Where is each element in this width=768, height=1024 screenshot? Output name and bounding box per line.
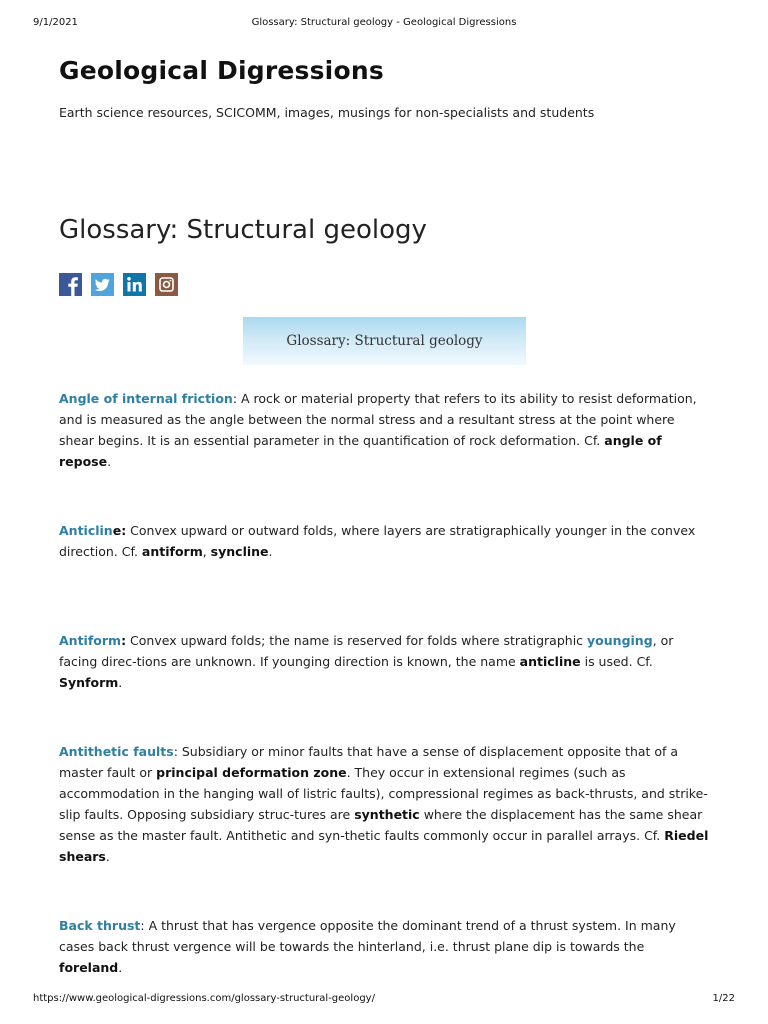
page-number: 1/22 [712, 993, 735, 1004]
site-tagline: Earth science resources, SCICOMM, images, musings for non-specialists and students [59, 105, 595, 120]
page-title: Glossary: Structural geology [59, 215, 427, 245]
cross-reference: synthetic [354, 807, 420, 822]
glossary-term-link[interactable]: Back thrust [59, 918, 141, 933]
site-title[interactable]: Geological Digressions [59, 56, 384, 85]
print-url: https://www.geological-digressions.com/glossary-structural-geology/ [33, 993, 375, 1004]
social-share-bar [59, 273, 178, 296]
cross-reference: anticline [519, 654, 581, 669]
print-date: 9/1/2021 [33, 17, 78, 28]
cross-reference: Synform [59, 675, 119, 690]
print-page-title: Glossary: Structural geology - Geological Digressions [251, 17, 517, 28]
cross-reference: antiform [141, 544, 203, 559]
glossary-term-link[interactable]: Antiform [59, 633, 122, 648]
younging-link[interactable]: younging [587, 633, 653, 648]
glossary-term-link[interactable]: Antithetic faults [59, 744, 174, 759]
cross-reference: foreland [59, 960, 119, 975]
print-footer [33, 993, 735, 1007]
cross-reference: angle of repose [59, 433, 662, 469]
facebook-icon[interactable] [59, 273, 82, 296]
glossary-entry-angle-of-internal-friction: Angle of internal friction: A rock or material property that refers to its ability to resist deformation, and is measured as the angle between the normal stress and a resultant stress at the point where shear begins. It is an essential parameter in the quantification of rock deformation. Cf. angle of repose. [59, 391, 697, 469]
cross-reference: principal deformation zone [156, 765, 347, 780]
glossary-entry-back-thrust: Back thrust: A thrust that has vergence opposite the dominant trend of a thrust system. In many cases back thrust vergence will be towards the hinterland, i.e. thrust plane dip is towards the foreland. [59, 918, 676, 975]
glossary-term-link[interactable]: Anticlin [59, 523, 113, 538]
glossary-term-link[interactable]: Angle of internal friction [59, 391, 233, 406]
glossary-entry-anticline: Anticline: Convex upward or outward folds, where layers are stratigraphically younger in the convex direction. Cf. antiform, syncline. [59, 523, 696, 559]
glossary-entry-antiform: Antiform: Convex upward folds; the name is reserved for folds where stratigraphic younging, or facing direc-tions are unknown. If younging direction is known, the name anticline is used. Cf. Synform. [59, 633, 674, 690]
linkedin-icon[interactable] [123, 273, 146, 296]
instagram-icon[interactable] [155, 273, 178, 296]
glossary-entry-antithetic-faults: Antithetic faults: Subsidiary or minor faults that have a sense of displacement opposite that of a master fault or principal deformation zone. They occur in extensional regimes (such as accommodation in the hanging wall of listric faults), compressional regimes as back-thrusts, and strike-slip faults. Opposing subsidiary struc-tures are synthetic where the displacement has the same shear sense as the master fault. Antithetic and syn-thetic faults commonly occur in parallel arrays. Cf. Riedel shears. [59, 744, 709, 864]
twitter-icon[interactable] [91, 273, 114, 296]
banner-image [243, 317, 526, 365]
glossary-term-suffix: e: [112, 523, 127, 538]
print-header [33, 17, 735, 31]
cross-reference: Riedel shears [59, 828, 709, 864]
banner-text: Glossary: Structural geology [286, 333, 483, 349]
cross-reference: syncline [210, 544, 269, 559]
glossary-term-suffix: : [121, 633, 127, 648]
